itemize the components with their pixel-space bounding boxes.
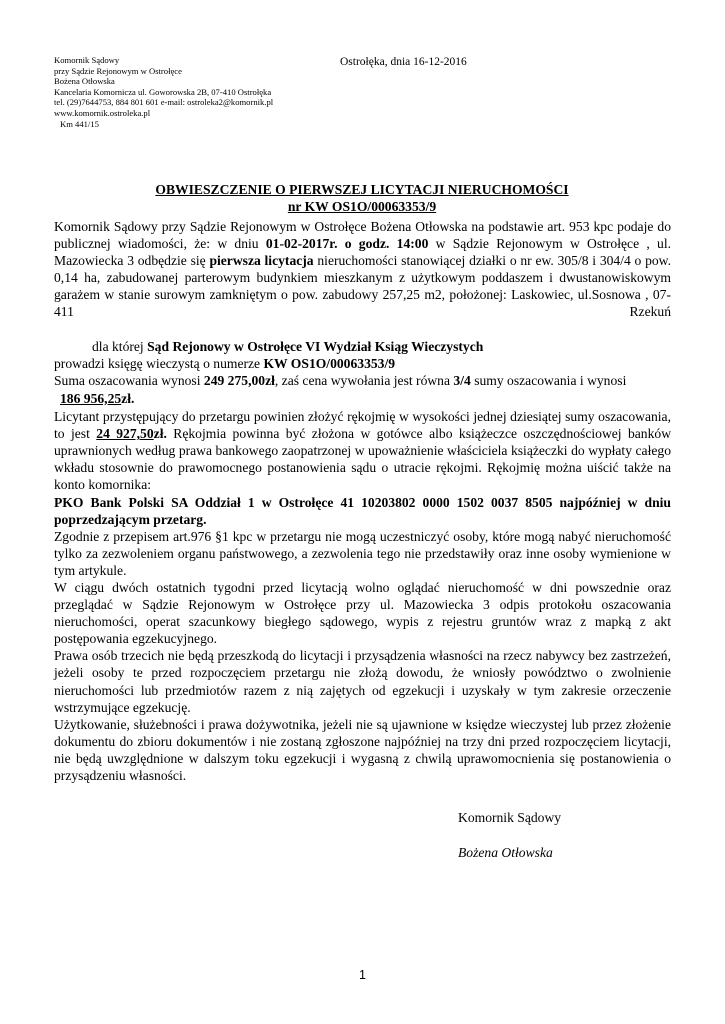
paragraph-inspection: W ciągu dwóch ostatnich tygodni przed licytacją wolno oglądać nieruchomość w dni powszednie oraz przeglądać w Sądzie Rejonowym w Ostrołęce przy ul. Mazowiecka 3 odpis protokołu oszacowania nieruchomości, operat szacunkowy biegłego sądowego, wypis z rejestru gruntów wraz z mapką z akt postępowania egzekucyjnego. — [54, 579, 671, 647]
deposit-unit: zł. — [153, 426, 167, 442]
land-register-number: KW OS1O/00063353/9 — [263, 355, 396, 371]
court-name: Sąd Rejonowy w Ostrołęce VI Wydział Ksiąg Wieczystych — [147, 338, 484, 354]
bank-account: PKO Bank Polski SA Oddział 1 w Ostrołęce 41 10203802 0000 1502 0037 8505 najpóźniej w dniu poprzedzającym przetarg. — [54, 494, 671, 527]
paragraph-third-party-rights: Prawa osób trzecich nie będą przeszkodą do licytacji i przysądzenia własności na rzecz nabywcy bez zastrzeżeń, jeżeli osoby te przed rozpoczęciem przetargu nie złożą dowodu, że wniosły powództwo o zwolnienie nieruchomości lub przedmiotów razem z nią zajętych od egzekucji i uzyskały w tym zakresie orzeczenie wstrzymujące egzekucję. — [54, 648, 671, 715]
starting-price-line — [54, 389, 671, 408]
text-span: prowadzi księgę wieczystą o numerze — [54, 355, 264, 371]
document-body — [54, 218, 671, 784]
paragraph-court — [54, 338, 671, 355]
auction-type: pierwsza licytacja — [209, 253, 314, 269]
text-span: Komornik Sądowy przy Sądzie Rejonowym w Ostrołęce Bożena Otłowska na podstawie art. 953 kpc podaje do publicznej wiadomości, że: w dniu — [54, 219, 671, 252]
deposit-amount: 24 927,50 — [96, 426, 154, 442]
letterhead-line: tel. (29)7644753, 884 801 601 e-mail: ostroleka2@komornik.pl — [54, 97, 274, 108]
letterhead-line: Kancelaria Komornicza ul. Goworowska 2B, 07-410 Ostrołęka — [54, 86, 272, 97]
signature-block — [458, 809, 561, 861]
text-span: Rękojmia powinna być złożona w gotówce albo książeczce oszczędnościowej banków uprawnionych według prawa bankowego zaopatrzonej w upoważnienie właściciela książeczki do wypłaty całego wkładu stosownie do prawomocnego postanowienia sądu o utracie rękojmi. Rękojmię można uiścić także na konto komornika: — [54, 426, 672, 493]
signature-name: Bożena Otłowska — [458, 845, 553, 860]
text-span: Suma oszacowania wynosi — [54, 372, 204, 388]
starting-price-unit: zł. — [121, 390, 135, 406]
title-line-2: nr KW OS1O/00063353/9 — [287, 199, 437, 214]
paragraph-announcement — [54, 218, 671, 338]
text-span: dla której — [92, 338, 148, 354]
signature-role: Komornik Sądowy — [458, 810, 562, 825]
text-span: sumy oszacowania i wynosi — [470, 372, 627, 388]
paragraph-eligibility: Zgodnie z przepisem art.976 §1 kpc w przetargu nie mogą uczestniczyć osoby, które mogą nabyć nieruchomość tylko za zezwoleniem organu państwowego, a zezwolenia tego nie przedstawiły oraz inne osoby wymienione w tym artykule. — [54, 528, 671, 578]
case-signature: Km 441/15 — [60, 118, 99, 129]
letterhead-line: Komornik Sądowy — [54, 55, 120, 65]
paragraph-deposit — [54, 408, 671, 493]
paragraph-valuation — [54, 372, 671, 389]
page-number: 1 — [359, 968, 366, 982]
letterhead-line: www.komornik.ostroleka.pl — [54, 107, 151, 118]
title-line-1: OBWIESZCZENIE O PIERWSZEJ LICYTACJI NIERUCHOMOŚCI — [155, 182, 569, 197]
text-span: Licytant przystępujący do przetargu powinien złożyć rękojmię w wysokości jednej dziesiątej sumy oszacowania, to jest — [54, 409, 671, 442]
paragraph-servitudes: Użytkowanie, służebności i prawa dożywotnika, jeżeli nie są ujawnione w księdze wieczystej lub przez złożenie dokumentu do zbioru dokumentów i nie zostaną zgłoszone najpóźniej na trzy dni przed rozpoczęciem licytacji, nie będą uwzględnione w dalszym toku egzekucji i wygasną z chwilą uprawomocnienia się postanowienia o przysądzeniu własności. — [54, 716, 671, 783]
text-span: , zaś cena wywołania jest równa — [274, 372, 454, 388]
auction-date: 01-02-2017r. o godz. 14:00 — [265, 236, 429, 252]
text-span: nieruchomości stanowiącej działki o nr ew. 305/8 i 304/4 o pow. 0,14 ha, zabudowanej parterowym budynkiem mieszkanym z użytkowym poddaszem i dwustanowiskowym garażem w stanie surowym zamkniętym o pow. zabudowy 257,25 m2, położonej: Laskowiec, ul.Sosnowa , 07-411 Rzekuń — [54, 253, 672, 320]
document-date: Ostrołęka, dnia 16-12-2016 — [340, 56, 467, 68]
document-title — [54, 181, 670, 215]
letterhead-line: Bożena Otłowska — [54, 76, 115, 87]
paragraph-land-register — [54, 355, 671, 372]
text-span: w Sądzie Rejonowym w Ostrołęce , ul. Mazowiecka 3 odbędzie się — [54, 236, 672, 269]
letterhead-line: przy Sądzie Rejonowym w Ostrołęce — [54, 65, 182, 76]
starting-price-amount: 186 956,25 — [60, 390, 122, 406]
bailiff-letterhead — [54, 55, 334, 129]
valuation-amount: 249 275,00zł — [203, 372, 275, 388]
fraction: 3/4 — [453, 372, 471, 388]
paragraph-bank-account — [54, 494, 671, 528]
